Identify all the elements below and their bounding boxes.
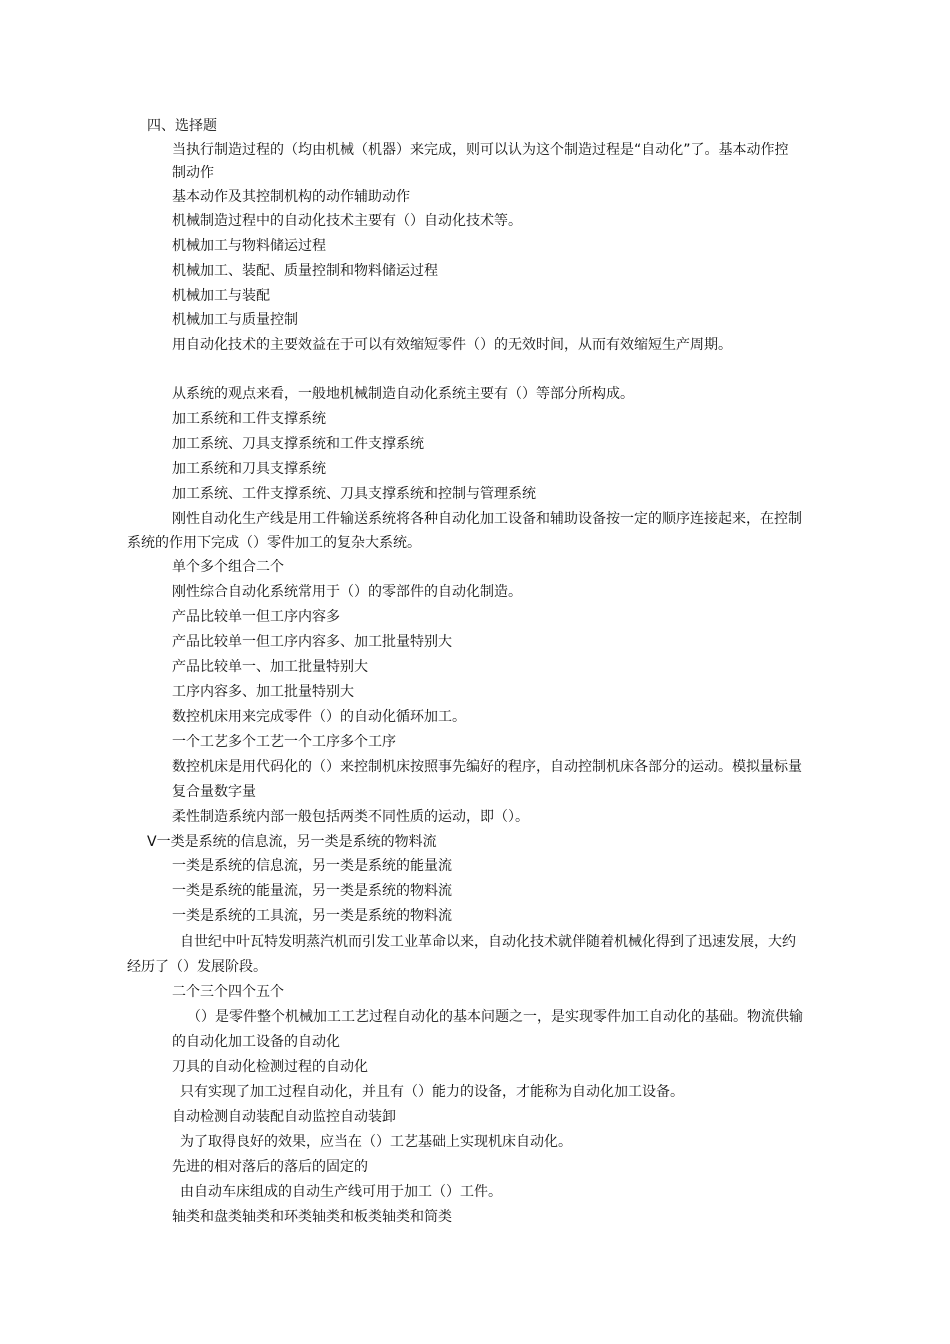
text-line: 单个多个组合二个 [172, 559, 284, 575]
text-line: 制动作 [172, 165, 214, 181]
text-line: 一类是系统的工具流，另一类是系统的物料流 [172, 908, 452, 924]
text-line: 刀具的自动化检测过程的自动化 [172, 1059, 368, 1075]
text-line: 基本动作及其控制机构的动作辅助动作 [172, 189, 410, 205]
text-line: （）是零件整个机械加工工艺过程自动化的基本问题之一，是实现零件加工自动化的基础。物流供输 [187, 1009, 803, 1025]
text-line: 二个三个四个五个 [172, 984, 284, 1000]
text-line: 由自动车床组成的自动生产线可用于加工（）工件。 [180, 1184, 502, 1200]
text-line: 为了取得良好的效果，应当在（）工艺基础上实现机床自动化。 [180, 1134, 572, 1150]
text-line: 复合量数字量 [172, 784, 256, 800]
text-line: 用自动化技术的主要效益在于可以有效缩短零件（）的无效时间，从而有效缩短生产周期。 [172, 337, 732, 353]
text-line: 产品比较单一、加工批量特别大 [172, 659, 368, 675]
text-line: 机械加工与物料储运过程 [172, 238, 326, 254]
text-line: 一个工艺多个工艺一个工序多个工序 [172, 734, 396, 750]
text-line: 机械制造过程中的自动化技术主要有（）自动化技术等。 [172, 213, 522, 229]
text-line: 产品比较单一但工序内容多 [172, 609, 340, 625]
text-line: 自动检测自动装配自动监控自动装卸 [172, 1109, 396, 1125]
text-line: 一类是系统的信息流，另一类是系统的能量流 [172, 858, 452, 874]
text-line: 产品比较单一但工序内容多、加工批量特别大 [172, 634, 452, 650]
text-line: 机械加工与装配 [172, 288, 270, 304]
text-line: 机械加工与质量控制 [172, 312, 298, 328]
text-line: 系统的作用下完成（）零件加工的复杂大系统。 [127, 535, 421, 551]
text-line: V一类是系统的信息流，另一类是系统的物料流 [147, 834, 437, 850]
text-line: 先进的相对落后的落后的固定的 [172, 1159, 368, 1175]
text-line: 数控机床用来完成零件（）的自动化循环加工。 [172, 709, 466, 725]
text-line: 加工系统、工件支撑系统、刀具支撑系统和控制与管理系统 [172, 486, 536, 502]
text-line: 轴类和盘类轴类和环类轴类和板类轴类和筒类 [172, 1209, 452, 1225]
text-line: 刚性综合自动化系统常用于（）的零部件的自动化制造。 [172, 584, 522, 600]
text-line: 经历了（）发展阶段。 [127, 959, 267, 975]
section-heading: 四、选择题 [147, 118, 217, 134]
text-line: 从系统的观点来看，一般地机械制造自动化系统主要有（）等部分所构成。 [172, 386, 634, 402]
text-line: 当执行制造过程的（均由机械（机器）来完成，则可以认为这个制造过程是“自动化”了。基本动作控 [172, 142, 789, 158]
text-line: 的自动化加工设备的自动化 [172, 1034, 340, 1050]
text-line: 加工系统、刀具支撑系统和工件支撑系统 [172, 436, 424, 452]
text-line: 一类是系统的能量流，另一类是系统的物料流 [172, 883, 452, 899]
text-line: 柔性制造系统内部一般包括两类不同性质的运动，即（）。 [172, 809, 529, 825]
text-line: 加工系统和刀具支撑系统 [172, 461, 326, 477]
text-line: 刚性自动化生产线是用工件输送系统将各种自动化加工设备和辅助设备按一定的顺序连接起来，在控制 [172, 511, 802, 527]
text-line: 机械加工、装配、质量控制和物料储运过程 [172, 263, 438, 279]
text-line: 自世纪中叶瓦特发明蒸汽机而引发工业革命以来，自动化技术就伴随着机械化得到了迅速发展，大约 [180, 934, 796, 950]
text-line: 数控机床是用代码化的（）来控制机床按照事先编好的程序，自动控制机床各部分的运动。模拟量标量 [172, 759, 802, 775]
text-line: 只有实现了加工过程自动化，并且有（）能力的设备，才能称为自动化加工设备。 [180, 1084, 684, 1100]
text-line: 工序内容多、加工批量特别大 [172, 684, 354, 700]
text-line: 加工系统和工件支撑系统 [172, 411, 326, 427]
